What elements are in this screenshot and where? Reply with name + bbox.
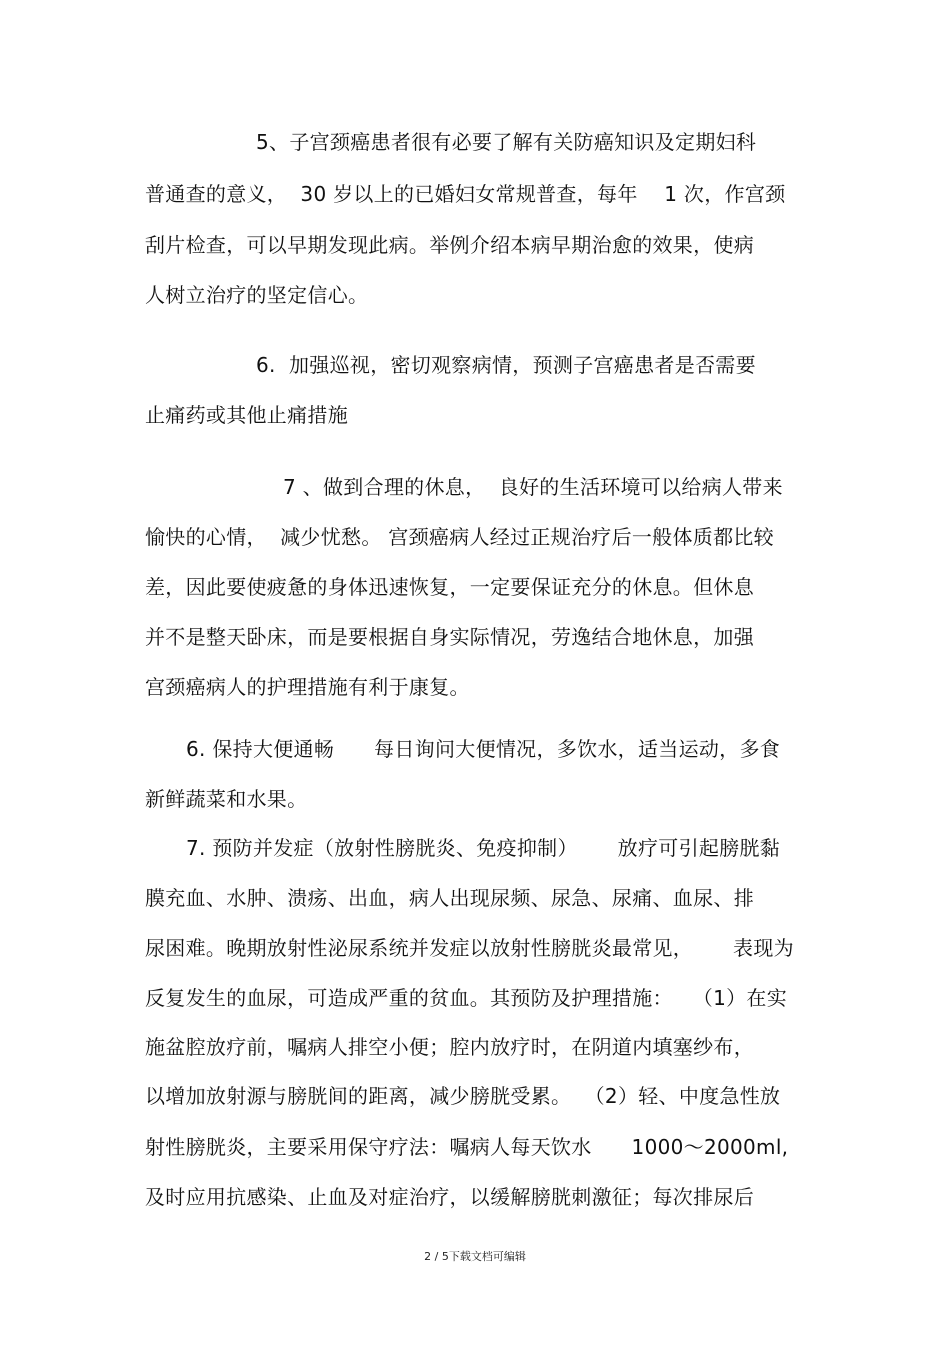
text-line: 6. 加强巡视，密切观察病情，预测子宫癌患者是否需要 <box>256 353 756 377</box>
text-line: 5、子宫颈癌患者很有必要了解有关防癌知识及定期妇科 <box>256 130 757 154</box>
text-line: 差，因此要使疲惫的身体迅速恢复，一定要保证充分的休息。但休息 <box>145 575 754 599</box>
text-line: 刮片检查，可以早期发现此病。举例介绍本病早期治愈的效果，使病 <box>145 233 754 257</box>
page-footer: 2 / 5下载文档可编辑 <box>424 1250 526 1263</box>
text-line: 止痛药或其他止痛措施 <box>145 403 348 427</box>
text-line: 新鲜蔬菜和水果。 <box>145 787 308 811</box>
text-line: 并不是整天卧床，而是要根据自身实际情况，劳逸结合地休息，加强 <box>145 625 754 649</box>
text-line: 反复发生的血尿，可造成严重的贫血。其预防及护理措施： （1）在实 <box>145 986 787 1010</box>
text-line: 宫颈癌病人的护理措施有利于康复。 <box>145 675 470 699</box>
text-line: 膜充血、水肿、溃疡、出血，病人出现尿频、尿急、尿痛、血尿、排 <box>145 886 754 910</box>
text-line: 7 、做到合理的休息， 良好的生活环境可以给病人带来 <box>283 475 783 499</box>
text-line: 及时应用抗感染、止血及对症治疗，以缓解膀胱刺激征；每次排尿后 <box>145 1185 754 1209</box>
text-line: 人树立治疗的坚定信心。 <box>145 283 369 307</box>
text-line: 普通查的意义， 30 岁以上的已婚妇女常规普查，每年 1 次，作宫颈 <box>145 182 786 206</box>
text-line: 6. 保持大便通畅 每日询问大便情况，多饮水，适当运动，多食 <box>186 737 781 761</box>
text-line: 射性膀胱炎，主要采用保守疗法：嘱病人每天饮水 1000～2000ml, <box>145 1135 789 1159</box>
text-line: 以增加放射源与膀胱间的距离，减少膀胱受累。 （2）轻、中度急性放 <box>145 1084 781 1108</box>
text-line: 7. 预防并发症（放射性膀胱炎、免疫抑制） 放疗可引起膀胱黏 <box>186 836 781 860</box>
text-line: 尿困难。晚期放射性泌尿系统并发症以放射性膀胱炎最常见， 表现为 <box>145 936 794 960</box>
text-line: 愉快的心情， 减少忧愁。 宫颈癌病人经过正规治疗后一般体质都比较 <box>145 525 774 549</box>
text-line: 施盆腔放疗前，嘱病人排空小便；腔内放疗时，在阴道内填塞纱布， <box>145 1035 754 1059</box>
